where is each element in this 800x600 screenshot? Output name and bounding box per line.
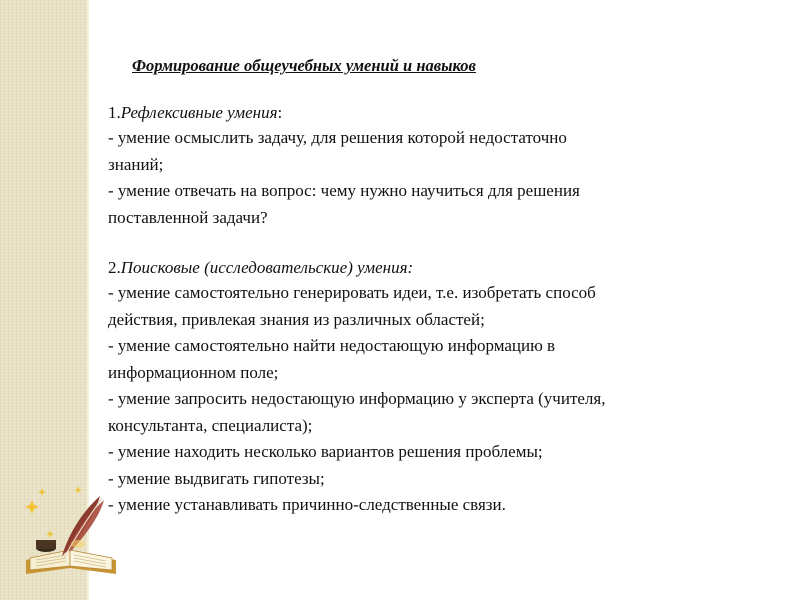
list-item: - умение устанавливать причинно-следственные связи. bbox=[108, 495, 506, 514]
list-item: знаний; bbox=[108, 154, 164, 174]
document-body bbox=[108, 55, 778, 519]
section-name: Поисковые (исследовательские) умения: bbox=[120, 258, 414, 277]
list-item: - умение самостоятельно генерировать идеи, т.е. изобретать способ bbox=[108, 283, 596, 302]
section-heading bbox=[108, 256, 778, 280]
list-item: - умение находить несколько вариантов решения проблемы; bbox=[108, 442, 543, 461]
list-item: информационном поле; bbox=[108, 362, 279, 382]
list-item: поставленной задачи? bbox=[108, 207, 268, 227]
list-item: - умение запросить недостающую информацию у эксперта (учителя, bbox=[108, 389, 606, 408]
section-reflexive-skills bbox=[108, 101, 778, 231]
section-number: 2. bbox=[108, 258, 121, 277]
section-research-skills bbox=[108, 256, 778, 519]
list-item: - умение выдвигать гипотезы; bbox=[108, 468, 325, 488]
section-number: 1. bbox=[108, 103, 121, 122]
list-item: - умение отвечать на вопрос: чему нужно научиться для решения bbox=[108, 181, 580, 200]
section-heading bbox=[108, 101, 778, 125]
document-title: Формирование общеучебных умений и навыков bbox=[132, 56, 476, 75]
list-item: - умение самостоятельно найти недостающую информацию в bbox=[108, 336, 556, 355]
section-name: Рефлексивные умения bbox=[120, 103, 278, 122]
section-suffix: : bbox=[277, 103, 283, 122]
list-item: действия, привлекая знания из различных областей; bbox=[108, 309, 485, 329]
list-item: консультанта, специалиста); bbox=[108, 415, 313, 435]
list-item: - умение осмыслить задачу, для решения которой недостаточно bbox=[108, 128, 567, 147]
